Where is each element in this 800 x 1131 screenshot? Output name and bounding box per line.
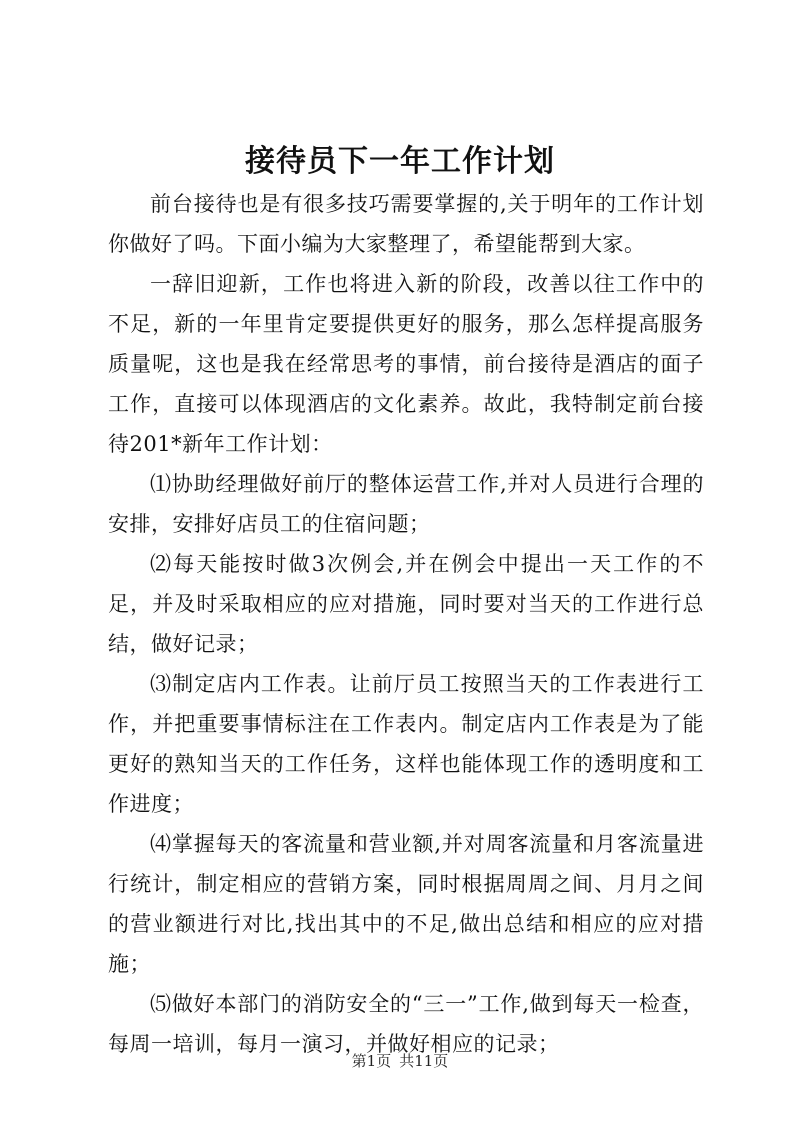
plan-item-4: ⑷掌握每天的客流量和营业额,并对周客流量和月客流量进行统计，制定相应的营销方案，同时根据周周之间、月月之间的营业额进行对比,找出其中的不足,做出总结和相应的应对措施； (108, 832, 704, 976)
intro-paragraph: 前台接待也是有很多技巧需要掌握的,关于明年的工作计划你做好了吗。下面小编为大家整理了，希望能帮到大家。 (108, 192, 704, 256)
total-pages: 共11页 (399, 1052, 449, 1070)
plan-item-3: ⑶制定店内工作表。让前厅员工按照当天的工作表进行工作，并把重要事情标注在工作表内。制定店内工作表是为了能更好的熟知当天的工作任务，这样也能体现工作的透明度和工作进度； (108, 672, 704, 816)
plan-item-1: ⑴协助经理做好前厅的整体运营工作,并对人员进行合理的安排，安排好店员工的住宿问题； (108, 472, 704, 536)
document-title: 接待员下一年工作计划 (245, 144, 555, 179)
page-footer (0, 1050, 800, 1072)
page-number: 第1页 (351, 1052, 392, 1070)
overview-paragraph: 一辞旧迎新，工作也将进入新的阶段，改善以往工作中的不足，新的一年里肯定要提供更好的服务，那么怎样提高服务质量呢，这也是我在经常思考的事情，前台接待是酒店的面子工作，直接可以体现酒店的文化素养。故此，我特制定前台接待201*新年工作计划： (108, 272, 704, 456)
plan-item-5: ⑸做好本部门的消防安全的“三一”工作,做到每天一检查，每周一培训，每月一演习，并做好相应的记录； (108, 992, 704, 1056)
plan-item-2: ⑵每天能按时做3次例会,并在例会中提出一天工作的不足，并及时采取相应的应对措施，同时要对当天的工作进行总结，做好记录； (108, 552, 704, 656)
document-body (108, 184, 704, 1064)
